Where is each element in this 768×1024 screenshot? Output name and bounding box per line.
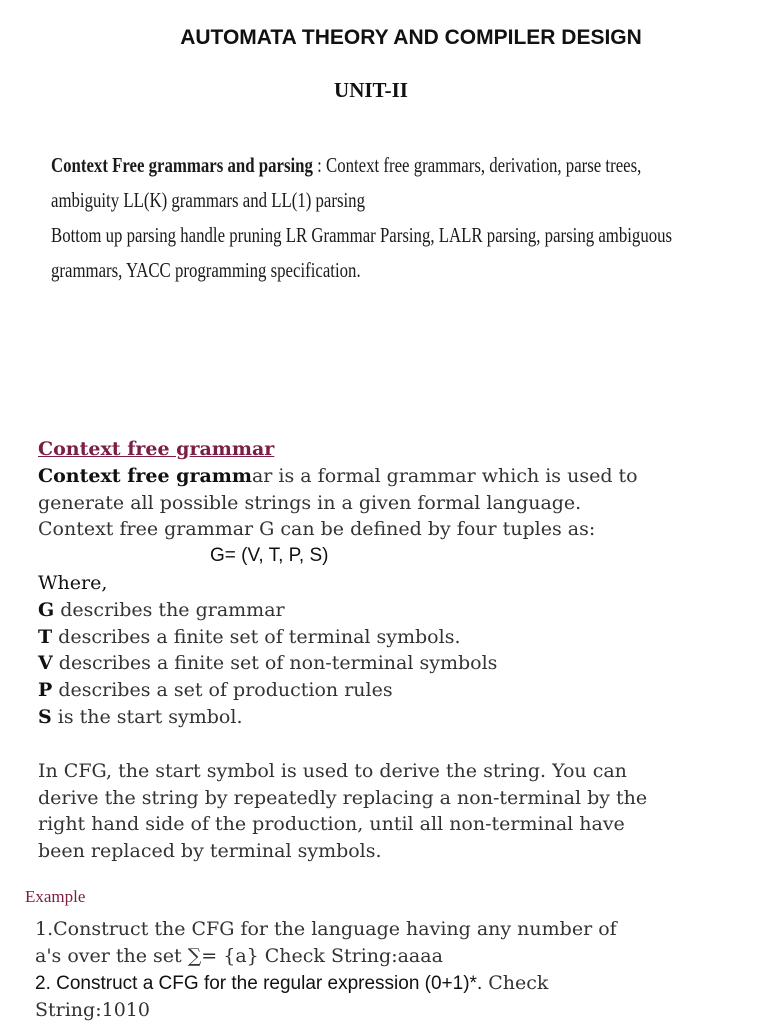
where-label: Where, [38, 571, 108, 594]
syllabus-lead: Context Free grammars and parsing [51, 153, 313, 177]
syllabus-block [51, 148, 755, 288]
section-heading: Context free grammar [38, 438, 275, 460]
syllabus-line-1 [51, 148, 755, 183]
cfg-intro-rest: ar is a formal grammar which is used to [251, 464, 638, 487]
cfg-section [38, 436, 758, 865]
example-q2-line-1 [35, 970, 755, 997]
cfg-intro-line [38, 463, 758, 490]
definition-text: describes a finite set of terminal symbols. [52, 625, 461, 648]
example-q1-line-2: a's over the set ∑= {a} Check String:aaaa [35, 945, 443, 967]
example-q2-part-2: Check [482, 972, 549, 994]
definition-symbol: T [38, 625, 53, 648]
example-block [35, 916, 755, 1024]
definition-text: describes a set of production rules [52, 679, 393, 702]
definition-text: is the start symbol. [51, 705, 243, 728]
unit-heading: UNIT-II [334, 78, 408, 102]
syllabus-line-1-rest: : Context free grammars, derivation, parse trees, [312, 153, 642, 177]
definition-row [38, 650, 758, 677]
cfg-intro-bold: Context free gramm [38, 464, 252, 487]
example-q2-part-1: 2. Construct a CFG for the regular expression (0+1)*. [35, 973, 483, 994]
definition-symbol: G [38, 598, 55, 621]
syllabus-line-4: grammars, YACC programming specification. [51, 258, 361, 282]
cfg-line-2: generate all possible strings in a given formal language. [38, 491, 582, 514]
paragraph-line: right hand side of the production, until all non-terminal have [38, 813, 625, 836]
document-title: AUTOMATA THEORY AND COMPILER DESIGN [180, 26, 642, 49]
example-q1-line-1: 1.Construct the CFG for the language having any number of [35, 918, 617, 940]
definition-row [38, 597, 758, 624]
example-label: Example [25, 887, 86, 906]
definition-row [38, 624, 758, 651]
definition-symbol: V [38, 652, 53, 675]
paragraph-line: been replaced by terminal symbols. [38, 840, 382, 863]
definition-text: describes the grammar [54, 598, 285, 621]
syllabus-line-2: ambiguity LL(K) grammars and LL(1) parsing [51, 188, 365, 212]
definition-row [38, 704, 758, 731]
definition-symbol: S [38, 705, 52, 728]
paragraph-line: In CFG, the start symbol is used to derive the string. You can [38, 759, 627, 782]
definition-symbol: P [38, 679, 53, 702]
syllabus-line-3: Bottom up parsing handle pruning LR Grammar Parsing, LALR parsing, parsing ambiguous [51, 223, 673, 247]
definition-row [38, 677, 758, 704]
example-q2-line-2: String:1010 [35, 999, 150, 1021]
paragraph-gap [38, 731, 758, 758]
cfg-line-3: Context free grammar G can be defined by four tuples as: [38, 518, 596, 541]
definition-text: describes a finite set of non-terminal symbols [52, 652, 498, 675]
paragraph-line: derive the string by repeatedly replacing a non-terminal by the [38, 786, 648, 809]
tuple-formula: G= (V, T, P, S) [210, 545, 329, 567]
